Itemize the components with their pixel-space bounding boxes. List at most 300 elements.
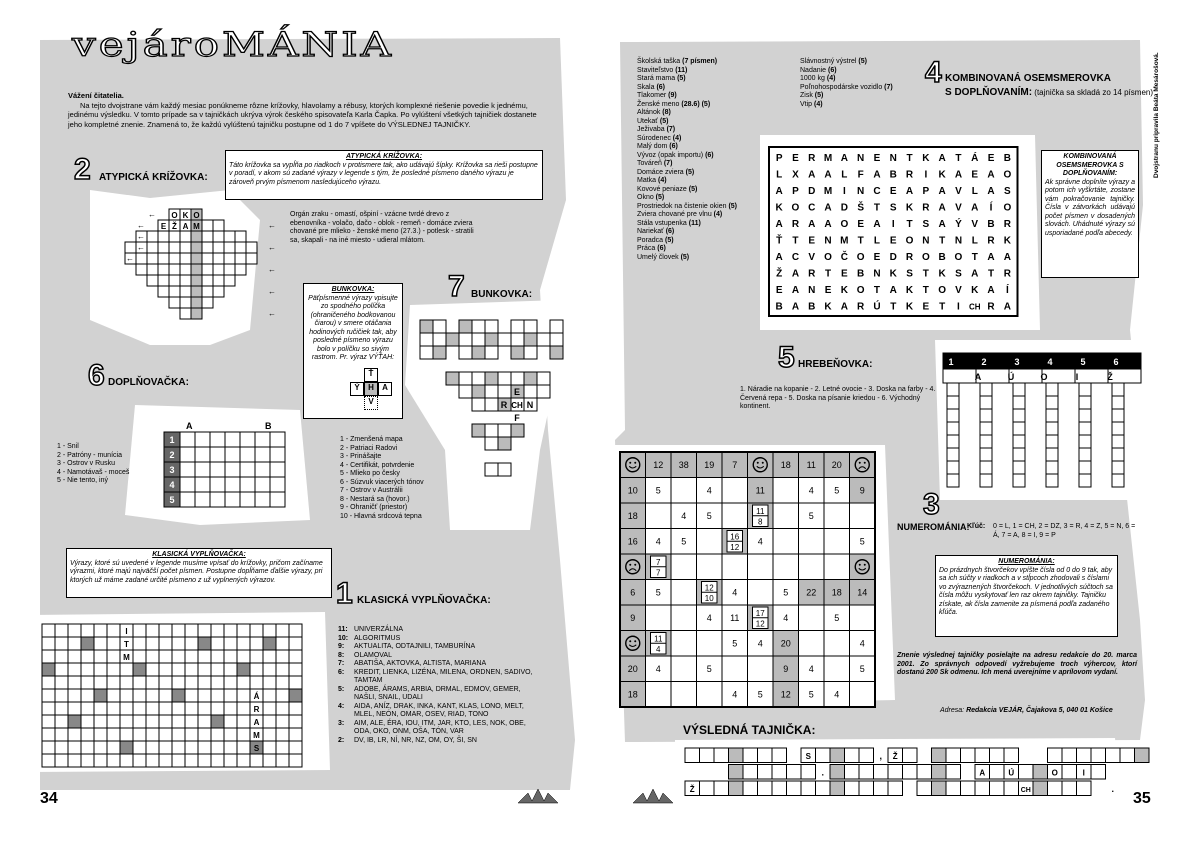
grid-cell[interactable]: [975, 781, 990, 796]
grid-cell[interactable]: [980, 409, 992, 422]
grid-cell[interactable]: [874, 781, 889, 796]
grid-cell[interactable]: [697, 529, 723, 555]
grid-cell[interactable]: [185, 754, 198, 767]
grid-cell[interactable]: [1079, 448, 1091, 461]
grid-cell[interactable]: [55, 689, 68, 702]
grid-cell[interactable]: [159, 663, 172, 676]
grid-cell[interactable]: [1079, 396, 1091, 409]
grid-cell[interactable]: [888, 765, 903, 780]
grid-cell[interactable]: [191, 286, 202, 297]
grid-cell[interactable]: [850, 605, 876, 631]
grid-cell[interactable]: [263, 715, 276, 728]
grid-cell[interactable]: [198, 650, 211, 663]
grid-cell[interactable]: [1112, 396, 1124, 409]
grid-cell[interactable]: [158, 231, 169, 242]
grid-cell[interactable]: [120, 728, 133, 741]
grid-cell[interactable]: [94, 702, 107, 715]
grid-cell[interactable]: [136, 253, 147, 264]
grid-cell[interactable]: [180, 447, 195, 462]
grid-cell[interactable]: [620, 631, 646, 657]
grid-cell[interactable]: [146, 741, 159, 754]
grid-cell[interactable]: [94, 754, 107, 767]
grid-cell[interactable]: [472, 346, 485, 359]
grid-cell[interactable]: [1112, 409, 1124, 422]
grid-cell[interactable]: [147, 231, 158, 242]
grid-cell[interactable]: [289, 663, 302, 676]
grid-cell[interactable]: [213, 264, 224, 275]
grid-cell[interactable]: [961, 748, 976, 763]
grid-cell[interactable]: [159, 676, 172, 689]
grid-cell[interactable]: [133, 624, 146, 637]
grid-cell[interactable]: [270, 477, 285, 492]
grid-cell[interactable]: [947, 409, 959, 422]
grid-cell[interactable]: [276, 624, 289, 637]
grid-cell[interactable]: [213, 286, 224, 297]
grid-cell[interactable]: [1013, 474, 1025, 487]
grid-cell[interactable]: [172, 741, 185, 754]
grid-cell[interactable]: [42, 624, 55, 637]
grid-cell[interactable]: [511, 372, 524, 385]
grid-cell[interactable]: [1013, 396, 1025, 409]
grid-cell[interactable]: [240, 477, 255, 492]
grid-cell[interactable]: [240, 447, 255, 462]
grid-cell[interactable]: [671, 605, 697, 631]
grid-cell[interactable]: [159, 728, 172, 741]
grid-cell[interactable]: [180, 462, 195, 477]
grid-cell[interactable]: [980, 383, 992, 396]
grid-cell[interactable]: [237, 715, 250, 728]
grid-cell[interactable]: [270, 462, 285, 477]
grid-cell[interactable]: [270, 492, 285, 507]
grid-cell[interactable]: [224, 676, 237, 689]
grid-cell[interactable]: [55, 728, 68, 741]
grid-cell[interactable]: [180, 297, 191, 308]
grid-cell[interactable]: [420, 333, 433, 346]
grid-cell[interactable]: [42, 663, 55, 676]
grid-cell[interactable]: [159, 715, 172, 728]
grid-cell[interactable]: [55, 624, 68, 637]
grid-cell[interactable]: [211, 741, 224, 754]
grid-cell[interactable]: [172, 728, 185, 741]
grid-cell[interactable]: [250, 676, 263, 689]
grid-cell[interactable]: [169, 231, 180, 242]
grid-cell[interactable]: [185, 715, 198, 728]
grid-cell[interactable]: [824, 503, 850, 529]
grid-cell[interactable]: [133, 728, 146, 741]
grid-cell[interactable]: [224, 663, 237, 676]
grid-cell[interactable]: [120, 702, 133, 715]
grid-cell[interactable]: [180, 253, 191, 264]
grid-cell[interactable]: [250, 637, 263, 650]
grid-cell[interactable]: [68, 689, 81, 702]
grid-cell[interactable]: [646, 503, 672, 529]
grid-cell[interactable]: [133, 741, 146, 754]
grid-cell[interactable]: [799, 554, 825, 580]
grid-cell[interactable]: [185, 702, 198, 715]
grid-cell[interactable]: [498, 424, 511, 437]
grid-cell[interactable]: [1079, 422, 1091, 435]
grid-cell[interactable]: [169, 253, 180, 264]
grid-cell[interactable]: [990, 781, 1005, 796]
grid-cell[interactable]: [159, 754, 172, 767]
grid-cell[interactable]: [225, 462, 240, 477]
grid-cell[interactable]: [133, 637, 146, 650]
grid-cell[interactable]: [947, 396, 959, 409]
grid-cell[interactable]: [1079, 409, 1091, 422]
grid-cell[interactable]: [180, 477, 195, 492]
grid-cell[interactable]: [824, 631, 850, 657]
grid-cell[interactable]: [1112, 448, 1124, 461]
grid-cell[interactable]: [1079, 383, 1091, 396]
grid-cell[interactable]: [133, 676, 146, 689]
grid-cell[interactable]: [42, 676, 55, 689]
grid-cell[interactable]: [671, 580, 697, 606]
grid-cell[interactable]: [472, 398, 485, 411]
atypicka-grid[interactable]: [105, 205, 276, 345]
grid-cell[interactable]: [646, 682, 672, 708]
grid-cell[interactable]: [289, 637, 302, 650]
grid-cell[interactable]: [211, 624, 224, 637]
grid-cell[interactable]: [722, 478, 748, 504]
grid-cell[interactable]: [146, 715, 159, 728]
grid-cell[interactable]: [772, 765, 787, 780]
grid-cell[interactable]: [722, 656, 748, 682]
grid-cell[interactable]: [202, 297, 213, 308]
grid-cell[interactable]: [1046, 448, 1058, 461]
grid-cell[interactable]: [81, 676, 94, 689]
grid-cell[interactable]: [146, 702, 159, 715]
grid-cell[interactable]: [224, 741, 237, 754]
grid-cell[interactable]: [237, 676, 250, 689]
grid-cell[interactable]: [255, 447, 270, 462]
grid-cell[interactable]: [671, 554, 697, 580]
grid-cell[interactable]: [485, 333, 498, 346]
grid-cell[interactable]: [859, 765, 874, 780]
grid-cell[interactable]: [235, 264, 246, 275]
grid-cell[interactable]: [990, 748, 1005, 763]
grid-cell[interactable]: [1112, 383, 1124, 396]
grid-cell[interactable]: [289, 650, 302, 663]
grid-cell[interactable]: [550, 320, 563, 333]
grid-cell[interactable]: [289, 689, 302, 702]
grid-cell[interactable]: [185, 689, 198, 702]
grid-cell[interactable]: [263, 676, 276, 689]
grid-cell[interactable]: [224, 242, 235, 253]
grid-cell[interactable]: [42, 715, 55, 728]
grid-cell[interactable]: [191, 253, 202, 264]
grid-cell[interactable]: [107, 637, 120, 650]
grid-cell[interactable]: [225, 492, 240, 507]
grid-cell[interactable]: [202, 264, 213, 275]
grid-cell[interactable]: [537, 385, 550, 398]
klasicka-grid[interactable]: [42, 624, 312, 769]
grid-cell[interactable]: [133, 702, 146, 715]
grid-cell[interactable]: [1112, 474, 1124, 487]
grid-cell[interactable]: [159, 741, 172, 754]
grid-cell[interactable]: [1048, 748, 1063, 763]
grid-cell[interactable]: [81, 637, 94, 650]
grid-cell[interactable]: [263, 728, 276, 741]
grid-cell[interactable]: [1079, 461, 1091, 474]
grid-cell[interactable]: [55, 650, 68, 663]
grid-cell[interactable]: [743, 748, 758, 763]
grid-cell[interactable]: [68, 637, 81, 650]
grid-cell[interactable]: [1062, 781, 1077, 796]
grid-cell[interactable]: [68, 624, 81, 637]
grid-cell[interactable]: [55, 702, 68, 715]
grid-cell[interactable]: [202, 231, 213, 242]
grid-cell[interactable]: [146, 728, 159, 741]
grid-cell[interactable]: [947, 448, 959, 461]
grid-cell[interactable]: [198, 624, 211, 637]
grid-cell[interactable]: [195, 477, 210, 492]
grid-cell[interactable]: [107, 624, 120, 637]
grid-cell[interactable]: [276, 702, 289, 715]
grid-cell[interactable]: [180, 286, 191, 297]
grid-cell[interactable]: [550, 333, 563, 346]
grid-cell[interactable]: [55, 741, 68, 754]
grid-cell[interactable]: [195, 462, 210, 477]
grid-cell[interactable]: [55, 637, 68, 650]
grid-cell[interactable]: [671, 682, 697, 708]
grid-cell[interactable]: [158, 242, 169, 253]
grid-cell[interactable]: [758, 765, 773, 780]
grid-cell[interactable]: [946, 781, 961, 796]
grid-cell[interactable]: [263, 754, 276, 767]
grid-cell[interactable]: [169, 275, 180, 286]
grid-cell[interactable]: [81, 624, 94, 637]
grid-cell[interactable]: [107, 676, 120, 689]
grid-cell[interactable]: [191, 297, 202, 308]
grid-cell[interactable]: [146, 624, 159, 637]
grid-cell[interactable]: [830, 781, 845, 796]
grid-cell[interactable]: [289, 715, 302, 728]
grid-cell[interactable]: [947, 422, 959, 435]
grid-cell[interactable]: [172, 676, 185, 689]
grid-cell[interactable]: [433, 346, 446, 359]
grid-cell[interactable]: [191, 308, 202, 319]
grid-cell[interactable]: [198, 676, 211, 689]
grid-cell[interactable]: [198, 689, 211, 702]
grid-cell[interactable]: [180, 275, 191, 286]
grid-cell[interactable]: [459, 385, 472, 398]
grid-cell[interactable]: [850, 682, 876, 708]
grid-cell[interactable]: [211, 689, 224, 702]
grid-cell[interactable]: [224, 275, 235, 286]
grid-cell[interactable]: [159, 702, 172, 715]
grid-cell[interactable]: [68, 702, 81, 715]
grid-cell[interactable]: [158, 286, 169, 297]
grid-cell[interactable]: [446, 372, 459, 385]
grid-cell[interactable]: [787, 765, 802, 780]
grid-cell[interactable]: [485, 424, 498, 437]
grid-cell[interactable]: [980, 396, 992, 409]
grid-cell[interactable]: [845, 748, 860, 763]
grid-cell[interactable]: [202, 220, 213, 231]
grid-cell[interactable]: [94, 728, 107, 741]
grid-cell[interactable]: [81, 689, 94, 702]
grid-cell[interactable]: [1091, 765, 1106, 780]
grid-cell[interactable]: [773, 478, 799, 504]
grid-cell[interactable]: [125, 242, 136, 253]
grid-cell[interactable]: [224, 264, 235, 275]
grid-cell[interactable]: [729, 748, 744, 763]
grid-cell[interactable]: [250, 650, 263, 663]
grid-cell[interactable]: [237, 663, 250, 676]
grid-cell[interactable]: [68, 728, 81, 741]
grid-cell[interactable]: [211, 637, 224, 650]
grid-cell[interactable]: [224, 253, 235, 264]
grid-cell[interactable]: [1046, 383, 1058, 396]
grid-cell[interactable]: [758, 781, 773, 796]
grid-cell[interactable]: [276, 689, 289, 702]
grid-cell[interactable]: [472, 385, 485, 398]
grid-cell[interactable]: [276, 728, 289, 741]
grid-cell[interactable]: [202, 286, 213, 297]
grid-cell[interactable]: [172, 624, 185, 637]
grid-cell[interactable]: [172, 689, 185, 702]
grid-cell[interactable]: [1046, 461, 1058, 474]
grid-cell[interactable]: [1046, 396, 1058, 409]
grid-cell[interactable]: [816, 781, 831, 796]
grid-cell[interactable]: [185, 663, 198, 676]
grid-cell[interactable]: [671, 631, 697, 657]
grid-cell[interactable]: [210, 432, 225, 447]
grid-cell[interactable]: [107, 715, 120, 728]
grid-cell[interactable]: [263, 702, 276, 715]
grid-cell[interactable]: [172, 663, 185, 676]
grid-cell[interactable]: [94, 689, 107, 702]
grid-cell[interactable]: [159, 637, 172, 650]
grid-cell[interactable]: [94, 650, 107, 663]
grid-cell[interactable]: [498, 437, 511, 450]
grid-cell[interactable]: [210, 462, 225, 477]
grid-cell[interactable]: [524, 372, 537, 385]
grid-cell[interactable]: [276, 637, 289, 650]
grid-cell[interactable]: [235, 253, 246, 264]
grid-cell[interactable]: [81, 715, 94, 728]
grid-cell[interactable]: [980, 448, 992, 461]
grid-cell[interactable]: [1033, 781, 1048, 796]
grid-cell[interactable]: [671, 656, 697, 682]
grid-cell[interactable]: [94, 715, 107, 728]
grid-cell[interactable]: [289, 676, 302, 689]
grid-cell[interactable]: [1091, 748, 1106, 763]
grid-cell[interactable]: [1062, 748, 1077, 763]
grid-cell[interactable]: [743, 781, 758, 796]
grid-cell[interactable]: [133, 754, 146, 767]
grid-cell[interactable]: [917, 781, 932, 796]
grid-cell[interactable]: [903, 748, 918, 763]
grid-cell[interactable]: [263, 689, 276, 702]
grid-cell[interactable]: [235, 231, 246, 242]
grid-cell[interactable]: [107, 702, 120, 715]
grid-cell[interactable]: [237, 689, 250, 702]
grid-cell[interactable]: [289, 728, 302, 741]
grid-cell[interactable]: [211, 702, 224, 715]
grid-cell[interactable]: [888, 781, 903, 796]
grid-cell[interactable]: [120, 689, 133, 702]
grid-cell[interactable]: [191, 275, 202, 286]
grid-cell[interactable]: [180, 242, 191, 253]
grid-cell[interactable]: [289, 624, 302, 637]
grid-cell[interactable]: [773, 503, 799, 529]
grid-cell[interactable]: [94, 741, 107, 754]
grid-cell[interactable]: [133, 650, 146, 663]
grid-cell[interactable]: [107, 754, 120, 767]
grid-cell[interactable]: [830, 765, 845, 780]
grid-cell[interactable]: [850, 503, 876, 529]
grid-cell[interactable]: [246, 253, 257, 264]
grid-cell[interactable]: [211, 663, 224, 676]
grid-cell[interactable]: [237, 702, 250, 715]
grid-cell[interactable]: [146, 689, 159, 702]
grid-cell[interactable]: [107, 689, 120, 702]
grid-cell[interactable]: [947, 435, 959, 448]
grid-cell[interactable]: [255, 477, 270, 492]
grid-cell[interactable]: [250, 624, 263, 637]
grid-cell[interactable]: [250, 663, 263, 676]
grid-cell[interactable]: [845, 781, 860, 796]
grid-cell[interactable]: [198, 702, 211, 715]
grid-cell[interactable]: [55, 754, 68, 767]
grid-cell[interactable]: [485, 372, 498, 385]
grid-cell[interactable]: [191, 242, 202, 253]
grid-cell[interactable]: [195, 447, 210, 462]
grid-cell[interactable]: [146, 754, 159, 767]
grid-cell[interactable]: [524, 346, 537, 359]
grid-cell[interactable]: [68, 663, 81, 676]
grid-cell[interactable]: [198, 663, 211, 676]
grid-cell[interactable]: [947, 383, 959, 396]
grid-cell[interactable]: [42, 754, 55, 767]
grid-cell[interactable]: [646, 605, 672, 631]
grid-cell[interactable]: [799, 631, 825, 657]
grid-cell[interactable]: [511, 424, 524, 437]
grid-cell[interactable]: [772, 748, 787, 763]
grid-cell[interactable]: [498, 333, 511, 346]
grid-cell[interactable]: [180, 231, 191, 242]
grid-cell[interactable]: [1106, 748, 1121, 763]
grid-cell[interactable]: [42, 728, 55, 741]
grid-cell[interactable]: [1120, 748, 1135, 763]
grid-cell[interactable]: [237, 754, 250, 767]
grid-cell[interactable]: [211, 728, 224, 741]
grid-cell[interactable]: [107, 663, 120, 676]
grid-cell[interactable]: [1013, 422, 1025, 435]
grid-cell[interactable]: [202, 253, 213, 264]
grid-cell[interactable]: [961, 781, 976, 796]
grid-cell[interactable]: [191, 264, 202, 275]
grid-cell[interactable]: [824, 656, 850, 682]
grid-cell[interactable]: [146, 650, 159, 663]
grid-cell[interactable]: [932, 748, 947, 763]
grid-cell[interactable]: [524, 333, 537, 346]
grid-cell[interactable]: [697, 554, 723, 580]
grid-cell[interactable]: [801, 765, 816, 780]
grid-cell[interactable]: [697, 631, 723, 657]
grid-cell[interactable]: [120, 715, 133, 728]
grid-cell[interactable]: [195, 492, 210, 507]
grid-cell[interactable]: [133, 663, 146, 676]
grid-cell[interactable]: [237, 637, 250, 650]
grid-cell[interactable]: [185, 728, 198, 741]
doplnovacka-grid[interactable]: [164, 432, 304, 522]
grid-cell[interactable]: [169, 297, 180, 308]
grid-cell[interactable]: [550, 346, 563, 359]
grid-cell[interactable]: [68, 676, 81, 689]
grid-cell[interactable]: [729, 781, 744, 796]
